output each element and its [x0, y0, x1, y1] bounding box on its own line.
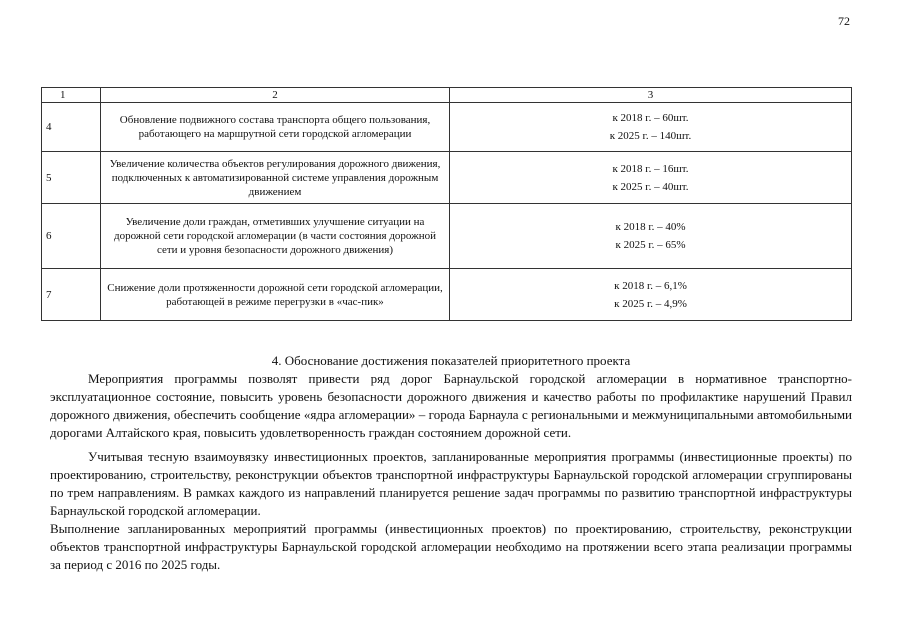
column-header-3: 3	[450, 88, 852, 103]
table-row	[42, 152, 852, 204]
row-number: 6	[42, 204, 101, 269]
target-2018: к 2018 г. – 16шт.	[612, 162, 689, 175]
row-number: 7	[42, 269, 101, 321]
paragraph: Мероприятия программы позволят привести ряд дорог Барнаульской городской агломерации в нормативное транспортно-эксплуатационное состояние, повысить уровень безопасности дорожного движения и качество работы по профилактике нарушений Правил дорожного движения, обеспечить сообщение «ядра агломерации» – города Барнаула с региональными и межмуниципальными автомобильными дорогами Алтайского края, повысить удовлетворенность граждан состоянием дорожной сети.	[50, 371, 852, 440]
page-number: 72	[838, 14, 850, 28]
section-heading: 4. Обоснование достижения показателей приоритетного проекта	[271, 353, 631, 368]
target-2018: к 2018 г. – 6,1%	[614, 279, 687, 292]
indicator-text: Снижение доли протяженности дорожной сети городской агломерации, работающей в режиме перегрузки в «час-пик»	[101, 269, 450, 321]
indicators-table	[41, 87, 852, 321]
target-2018: к 2018 г. – 40%	[615, 221, 686, 233]
target-2025: к 2025 г. – 65%	[615, 239, 686, 251]
column-header-1: 1	[42, 88, 101, 103]
target-2018: к 2018 г. – 60шт.	[612, 112, 689, 124]
row-number: 4	[42, 103, 101, 152]
target-values	[450, 103, 852, 152]
indicator-text: Увеличение количества объектов регулирования дорожного движения, подключенных к автоматизированной системе управления дорожным движением	[101, 152, 450, 204]
paragraph: Учитывая тесную взаимоувязку инвестиционных проектов, запланированные мероприятия программы (инвестиционные проекты) по проектированию, строительству, реконструкции объектов транспортной инфраструктуры Барнаульской городской агломерации сгруппированы по трем направлениям. В рамках каждого из направлений планируется решение задач программы по развитию транспортной инфраструктуры Барнаульской городской агломерации.	[50, 449, 852, 518]
table-row	[42, 103, 852, 152]
target-values	[450, 204, 852, 269]
table-header-row	[42, 88, 852, 103]
column-header-2: 2	[101, 88, 450, 103]
target-2025: к 2025 г. – 140шт.	[609, 130, 692, 142]
paragraph: Выполнение запланированных мероприятий программы (инвестиционных проектов) по проектированию, строительству, реконструкции объектов транспортной инфраструктуры Барнаульской городской агломерации необходимо на протяжении всего этапа реализации программы за период с 2016 по 2025 годы.	[50, 521, 852, 572]
target-values	[450, 152, 852, 204]
section-justification	[50, 352, 852, 574]
indicator-text: Увеличение доли граждан, отметивших улучшение ситуации на дорожной сети городской агломерации (в части состояния дорожной сети и уровня безопасности дорожного движения)	[101, 204, 450, 269]
row-number: 5	[42, 152, 101, 204]
target-2025: к 2025 г. – 4,9%	[614, 297, 687, 310]
indicator-text: Обновление подвижного состава транспорта общего пользования, работающего на маршрутной сети городской агломерации	[101, 103, 450, 152]
table-row	[42, 269, 852, 321]
table-row	[42, 204, 852, 269]
target-values	[450, 269, 852, 321]
target-2025: к 2025 г. – 40шт.	[612, 180, 689, 193]
